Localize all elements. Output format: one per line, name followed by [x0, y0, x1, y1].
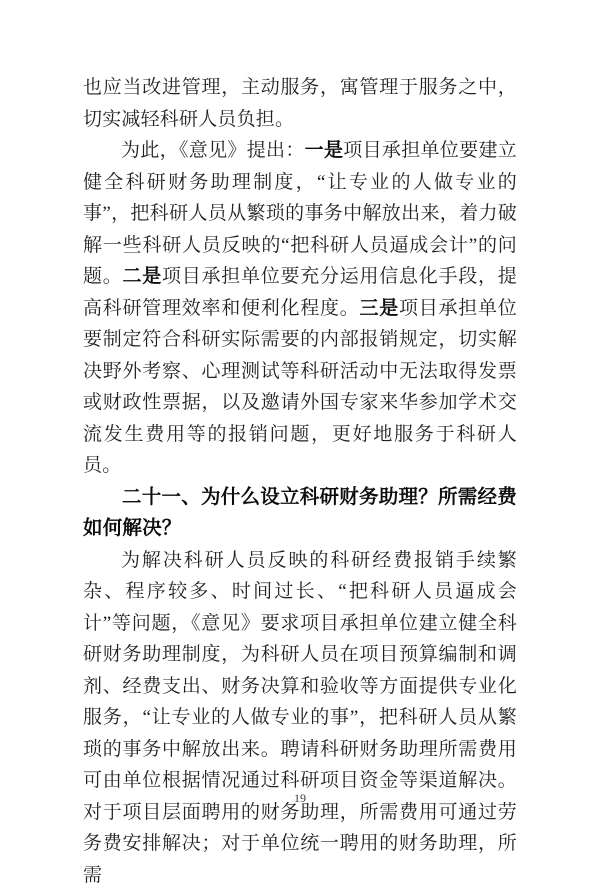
emphasis-text: 二是 — [123, 266, 163, 287]
text-segment: 为此，《意见》提出： — [121, 140, 305, 161]
document-body — [83, 72, 517, 891]
section-heading — [83, 482, 517, 545]
page-number: 19 — [0, 791, 600, 806]
emphasis-text: 一是 — [305, 140, 344, 161]
text-segment: 项目承担单位要建立健全科研财务助理制度，“让专业的人做专业的事”，把科研人员从繁琐的事务中解放出来，着力破解一些科研人员反映的“把科研人员逼成会计”的问题。 — [83, 140, 517, 287]
emphasis-text: 二十一、为什么设立科研财务助理？所需经费如何解决？ — [83, 486, 517, 540]
text-segment: 为解决科研人员反映的科研经费报销手续繁杂、程序较多、时间过长、“把科研人员逼成会计”等问题，《意见》要求项目承担单位建立健全科研财务助理制度，为科研人员在项目预算编制和调剂、经费支出、财务决算和验收等方面提供专业化服务，“让专业的人做专业的事”，把科研人员从繁琐的事务中解放出来。聘请科研财务助理所需费用可由单位根据情况通过科研项目资金等渠道解决。对于项目层面聘用的财务助理，所需费用可通过劳务费安排解决；对于单位统一聘用的财务助理，所需 — [83, 550, 517, 886]
text-segment: 项目承担单位要制定符合科研实际需要的内部报销规定，切实解决野外考察、心理测试等科研活动中无法取得发票或财政性票据，以及邀请外国专家来华参加学术交流发生费用等的报销问题，更好地服务于科研人员。 — [83, 298, 517, 477]
paragraph — [83, 545, 517, 891]
paragraph — [83, 72, 517, 135]
emphasis-text: 三是 — [360, 298, 400, 319]
text-segment: 项目承担单位要充分运用信息化手段，提高科研管理效率和便利化程度。 — [83, 266, 517, 319]
paragraph — [83, 135, 517, 482]
text-segment: 也应当改进管理，主动服务，寓管理于服务之中，切实减轻科研人员负担。 — [83, 77, 517, 130]
